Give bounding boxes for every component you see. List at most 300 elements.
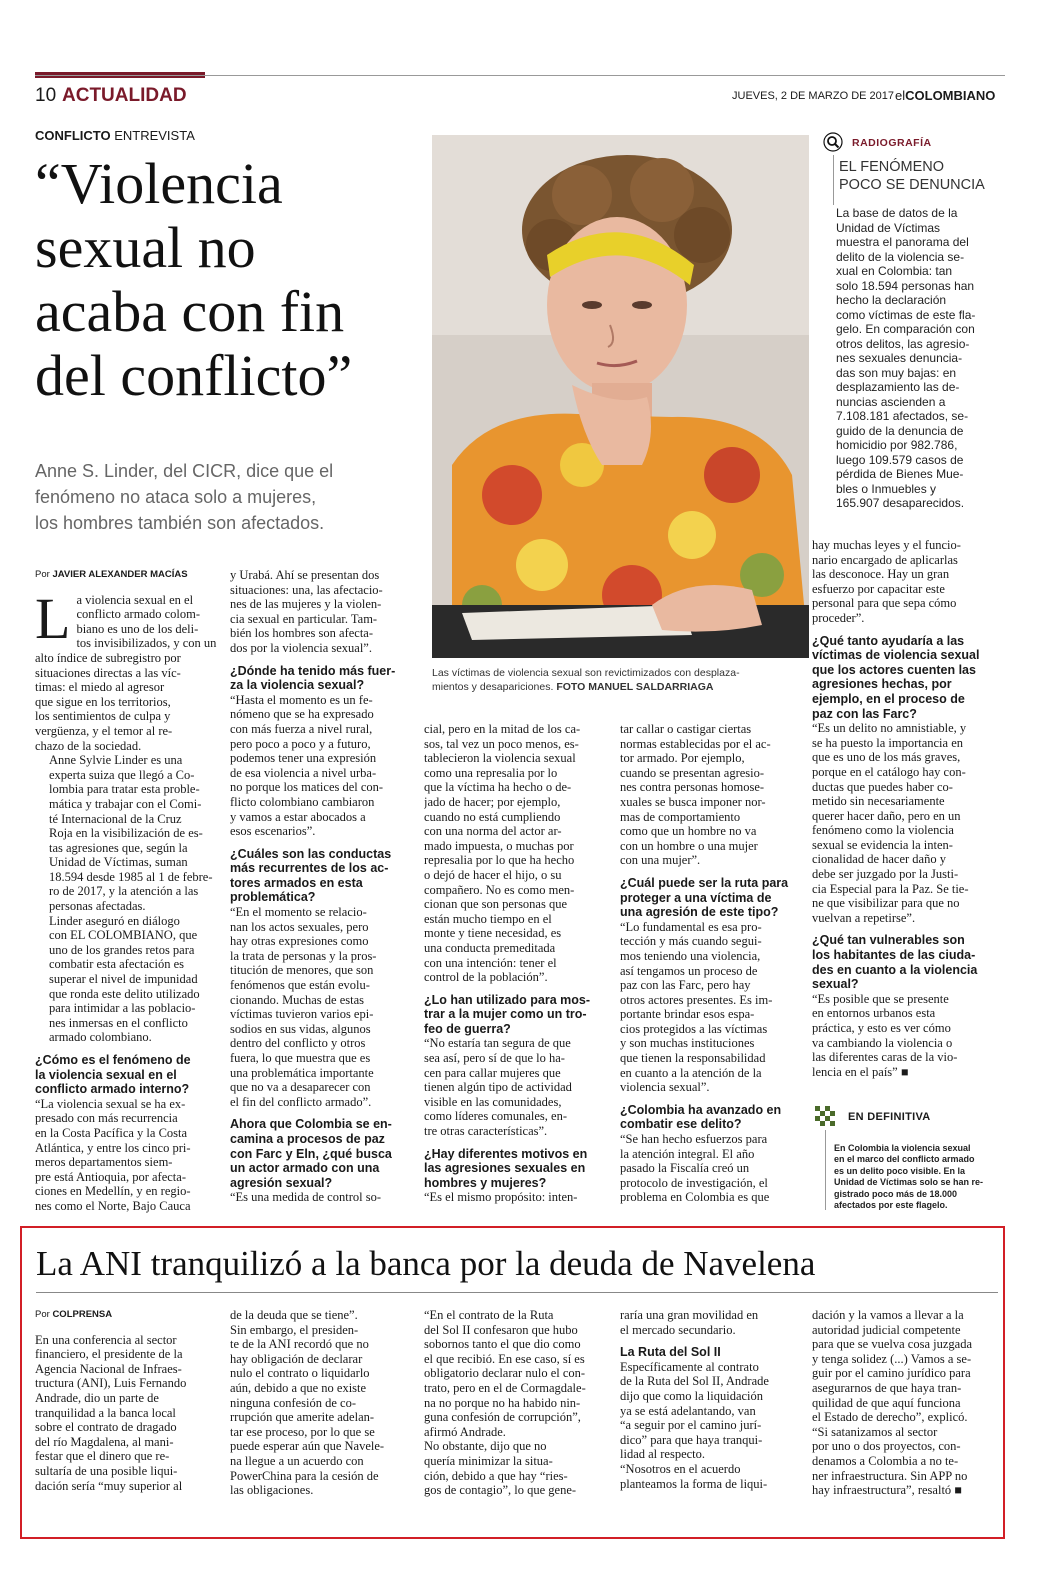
text-line: fenómeno no ataca solo a mujeres, — [35, 487, 317, 507]
text-line: dación sería “muy superior al — [35, 1478, 183, 1493]
text-line: en el marco del conflicto armado — [834, 1154, 975, 1165]
text-line: va cambiando la violencia o — [812, 1035, 953, 1050]
text-line: dijo que como la liquidación — [620, 1388, 764, 1403]
text-line: así tengamos un proceso de — [620, 963, 758, 978]
text-line: nes como el Norte, Bajo Cauca — [35, 1198, 191, 1213]
text-line: puede esperar aún que Navele- — [230, 1439, 385, 1454]
section-name: ACTUALIDAD — [62, 85, 187, 106]
article-column-1 — [35, 568, 217, 1214]
paragraph — [35, 914, 217, 1045]
text-line: Unidad de Víctimas, suman — [49, 855, 188, 870]
text-line: personal para que sepa cómo — [812, 596, 957, 611]
text-line: superar el nivel de impunidad — [49, 972, 198, 987]
text-line: gistrado poco más de 18.000 — [834, 1188, 958, 1199]
text-line: tor armado. Por ejemplo, — [620, 751, 745, 766]
text-line: hecho la declaración — [836, 293, 947, 307]
interview-question — [812, 933, 997, 991]
text-line: se ha puesto la importancia en — [812, 735, 963, 750]
text-line: tores armados en esta — [230, 875, 363, 890]
interview-question — [230, 847, 410, 905]
text-line: lidad al respecto. — [620, 1447, 706, 1462]
text-line: las desconoce. Hay un gran — [812, 567, 950, 582]
text-line: cial, pero en la mitad de los ca- — [424, 722, 581, 736]
text-line: “Es un delito no amnistiable, y — [812, 721, 967, 736]
text-line: jado de hacer; por ejemplo, — [424, 794, 561, 809]
text-line: bles o Inmuebles y — [836, 481, 937, 496]
text-line: hay otras expresiones como — [230, 934, 369, 949]
text-line: de la Ruta del Sol II, Andrade — [620, 1374, 769, 1389]
text-line: sea así, pero sí de que lo ha- — [424, 1051, 565, 1066]
secondary-paragraph — [620, 1308, 800, 1337]
text-line: el que recibió. En ese caso, sí es — [424, 1351, 585, 1366]
text-line: las diferentes caras de la vio- — [812, 1050, 958, 1065]
text-line: guido de la denuncia de — [836, 423, 964, 438]
text-line: sexual? — [812, 977, 859, 992]
text-line: Agencia Nacional de Infraes- — [35, 1361, 182, 1376]
page-number: 10 — [35, 85, 57, 106]
text-line: xual en Colombia: tan — [836, 264, 953, 278]
secondary-paragraph — [35, 1333, 217, 1494]
text-line: con un hombre o una mujer — [620, 838, 758, 853]
text-line: planteamos la forma de liqui- — [620, 1476, 768, 1491]
text-line: mas de comportamiento — [620, 809, 741, 824]
text-line: 7.108.181 afectados, se- — [836, 409, 969, 423]
text-line: y Urabá. Ahí se presentan dos — [230, 568, 380, 582]
text-line: asegurarnos de que haya tran- — [812, 1380, 962, 1395]
text-line: dos por la violencia sexual”. — [230, 640, 372, 655]
text-line: “Es una medida de control so- — [230, 1190, 381, 1205]
text-line: proceder”. — [812, 610, 865, 625]
text-line: en entornos urbanos esta — [812, 1006, 936, 1021]
secondary-paragraph — [812, 1308, 998, 1498]
text-line: Anne S. Linder, del CICR, dice que el — [35, 461, 334, 481]
interview-answer — [424, 1036, 604, 1138]
text-line: como que un hombre no va — [620, 824, 757, 839]
text-line: nulo el contrato o liquidarlo — [230, 1366, 370, 1381]
text-line: que ronda este delito utilizado — [49, 986, 200, 1001]
sidebar-title — [839, 158, 1009, 194]
text-line: na no porque no ha habido nin- — [424, 1395, 581, 1410]
interview-question — [812, 634, 997, 722]
intro-paragraph — [35, 585, 217, 754]
text-line: muestra el panorama del — [836, 235, 969, 249]
text-line: En una conferencia al sector — [35, 1332, 177, 1347]
text-line: fuera, lo que muestra que es — [230, 1051, 371, 1065]
text-line: en la Costa Pacífica y la Costa — [35, 1125, 188, 1140]
text-line: víctimas tuvieron varios epi- — [230, 1007, 374, 1022]
text-line: cionalidad de hacer daño y — [812, 852, 946, 867]
text-line: para que se vuelva cosa juzgada — [812, 1337, 972, 1352]
drop-cap: L — [35, 585, 71, 651]
text-line: armado colombiano. — [49, 1030, 152, 1045]
text-line: más recurrentes de los ac- — [230, 861, 389, 876]
text-line: cia Especial para la Paz. Se tie- — [812, 881, 969, 896]
text-line: sobornos tanto el que dio como — [424, 1337, 581, 1352]
photo-caption: Las víctimas de violencia sexual son revictimizados con desplaza- mientos y desapariciones. FOTO MANUEL SALDARRIAGA — [432, 667, 740, 693]
text-line: des en cuanto a la violencia — [812, 962, 978, 977]
text-line: con una norma del actor ar- — [424, 824, 562, 839]
text-line: una agresión de este tipo? — [620, 905, 779, 920]
summary-label: EN DEFINITIVA — [848, 1111, 931, 1123]
text-line: financiero, el presidente de la — [35, 1347, 183, 1362]
text-line: personas afectadas. — [49, 899, 146, 914]
text-line: ro de 2017, y la atención a las — [49, 884, 199, 899]
text-line: ductas que puedes haber co- — [812, 779, 953, 794]
text-line: ¿Cómo es el fenómeno de — [35, 1053, 191, 1067]
text-line: nuncias ascienden a — [836, 394, 946, 409]
checker-icon — [815, 1106, 835, 1126]
summary-rule — [825, 1130, 826, 1210]
text-line: con más fuerza a nivel rural, — [230, 721, 373, 736]
text-line: otros delitos, las agresio- — [836, 336, 970, 351]
text-line: ya se está adelantando, van — [620, 1403, 756, 1418]
text-line: tructura (ANI), Luis Fernando — [35, 1376, 187, 1391]
text-line: Unidad de Víctimas solo se han re- — [834, 1177, 984, 1188]
text-line: visible en las comunidades, — [424, 1094, 562, 1109]
text-line: “Se han hecho esfuerzos para — [620, 1132, 768, 1147]
article-headline — [35, 152, 455, 408]
text-line: nes de las mujeres y la violen- — [230, 597, 382, 612]
text-line: meros departamentos siem- — [35, 1155, 173, 1170]
text-line: las agresiones sexuales en — [424, 1161, 586, 1176]
text-line: lombia para tratar esta proble- — [49, 782, 200, 797]
text-line: “Es posible que se presente — [812, 991, 949, 1006]
text-line: víctimas de violencia sexual — [812, 648, 980, 663]
text-line: conflicto armado colom- — [76, 607, 201, 622]
interview-question — [620, 876, 800, 920]
text-line: con una intención: tener el — [424, 955, 557, 970]
text-line: ninguna confesión de co- — [230, 1395, 357, 1410]
article-column-5 — [812, 538, 997, 1079]
text-line: que sigue en los territorios, — [35, 694, 171, 709]
summary-body — [834, 1143, 1004, 1211]
text-line: “a seguir por el camino jurí- — [620, 1418, 762, 1433]
text-line: del río Magdalena, al mani- — [35, 1434, 174, 1449]
text-line: que la víctima ha hecho o de- — [424, 780, 572, 795]
interview-question — [424, 993, 604, 1037]
text-line: ción, debido a que hay “ries- — [424, 1468, 568, 1483]
text-line: compañero. No es como men- — [424, 882, 575, 897]
text-line: una problemática importante — [230, 1065, 374, 1080]
byline: Por JAVIER ALEXANDER MACÍAS — [35, 569, 188, 580]
text-line: biano es uno de los deli- — [76, 621, 199, 636]
text-line: tas agresiones que, según la — [49, 840, 188, 855]
text-line: dación y la vamos a llevar a la — [812, 1308, 964, 1322]
text-line: la trata de personas y la pros- — [230, 948, 377, 963]
text-line: Sin embargo, el presiden- — [230, 1322, 359, 1337]
text-line: los hombres también son afectados. — [35, 513, 325, 533]
text-line: ¿Hay diferentes motivos en — [424, 1146, 588, 1161]
text-line: otros actores presentes. Es im- — [620, 992, 773, 1007]
secondary-paragraph — [230, 1308, 410, 1498]
issue-date: JUEVES, 2 DE MARZO DE 2017 — [732, 90, 894, 102]
text-line: los sentimientos de culpa y — [35, 709, 171, 724]
text-line: quilidad de que aquí funciona — [812, 1395, 961, 1410]
text-line: presado con más recurrencia — [35, 1111, 178, 1126]
text-line: combatir esta afectación es — [49, 957, 184, 972]
text-line: gos de contagio”, lo que gene- — [424, 1483, 577, 1498]
text-line: na llegue a un acuerdo con — [230, 1453, 364, 1468]
interview-answer — [812, 538, 997, 626]
text-line: proteger a una víctima de — [620, 890, 772, 905]
text-line: nes sexuales denuncia- — [836, 351, 963, 365]
text-line: aún, debido a que no existe — [230, 1380, 367, 1395]
text-line: mos teniendo una violencia, — [620, 948, 761, 963]
text-line: ne que visibilizar para que no — [812, 896, 960, 911]
text-line: POCO SE DENUNCIA — [839, 177, 985, 193]
text-line: violencia sexual”. — [620, 1080, 710, 1095]
text-line: agresiones hechas, por — [812, 677, 952, 692]
interview-answer — [230, 905, 410, 1109]
text-line: trato, pero en el de Cormagdale- — [424, 1380, 586, 1395]
text-line: PowerChina para la cesión de — [230, 1468, 379, 1483]
text-line: querer hacer daño, pero en un — [812, 808, 961, 823]
text-line: cionando. Muchas de estas — [230, 992, 364, 1007]
text-line: metido sin necesariamente — [812, 794, 945, 809]
text-line: la atención integral. El año — [620, 1146, 755, 1161]
text-line: combatir ese delito? — [620, 1117, 742, 1132]
text-line: “Lo fundamental es esa pro- — [620, 919, 762, 934]
secondary-headline: La ANI tranquilizó a la banca por la deuda de Navelena — [36, 1244, 816, 1283]
article-column-3 — [424, 722, 604, 1205]
header-rule — [35, 75, 1005, 76]
text-line: ¿Colombia ha avanzado en — [620, 1102, 782, 1117]
text-line: los habitantes de las ciuda- — [812, 948, 976, 963]
text-line: con una mujer”. — [620, 853, 701, 868]
text-line: obligatorio declarar nulo el con- — [424, 1366, 586, 1381]
text-line: tar ese proceso, por lo que se — [230, 1424, 375, 1439]
text-line: ejemplo, en el proceso de — [812, 691, 965, 706]
text-line: Ahora que Colombia se en- — [230, 1117, 392, 1132]
interview-answer — [812, 721, 997, 925]
text-line: “Es el mismo propósito: inten- — [424, 1190, 578, 1205]
text-line: a violencia sexual en el — [76, 592, 194, 607]
text-line: delito de la violencia se- — [836, 249, 965, 264]
text-line: solo 18.594 personas han — [836, 278, 975, 293]
text-line: con Farc y Eln, ¿qué busca — [230, 1146, 392, 1161]
text-line: EL FENÓMENO — [839, 159, 945, 175]
text-line: una conducta premeditada — [424, 940, 556, 955]
article-column-4 — [620, 722, 800, 1205]
text-line: agresión sexual? — [230, 1175, 333, 1190]
text-line: y son muchas instituciones — [620, 1036, 755, 1051]
interview-answer — [230, 1190, 410, 1205]
text-line: tos invisibilizados, y con un — [76, 636, 217, 651]
text-line: no porque los matices del con- — [230, 780, 384, 795]
text-line: están mucho tiempo en el — [424, 911, 552, 926]
text-line: problemática? — [230, 890, 316, 905]
text-line: nes contra personas homose- — [620, 780, 765, 795]
text-line: esfuerzo por capacitar este — [812, 581, 945, 596]
text-line: paz con las Farc? — [812, 706, 917, 721]
text-line: el fin del conflicto armado”. — [230, 1094, 372, 1109]
text-line: como una represalia por lo — [424, 765, 558, 780]
text-line: hay obligación de declarar — [230, 1351, 363, 1366]
text-line: ¿Lo han utilizado para mos- — [424, 992, 590, 1007]
text-line: pérdida de Bienes Mue- — [836, 467, 964, 481]
interview-answer — [620, 1132, 800, 1205]
text-line: que no va a desaparecer con — [230, 1080, 371, 1095]
text-line: ¿Cuál puede ser la ruta para — [620, 875, 789, 890]
text-line: pasado la Fiscalía creó un — [620, 1161, 750, 1176]
portrait-photo — [432, 135, 809, 658]
text-line: es un delito poco visible. En la — [834, 1165, 966, 1176]
text-line: das son muy bajas: en — [836, 365, 957, 380]
text-line: pre está Antioquia, por afecta- — [35, 1169, 186, 1184]
text-line: ¿Qué tan vulnerables son — [812, 933, 965, 948]
text-line: tección y más cuando segui- — [620, 934, 762, 949]
text-line: fenómeno como la violencia — [812, 823, 954, 838]
text-line: té Internacional de la Cruz — [49, 811, 182, 826]
text-line: “La violencia sexual se ha ex- — [35, 1096, 186, 1111]
text-line: gelo. En comparación con — [836, 322, 975, 336]
paragraph — [35, 753, 217, 914]
interview-answer — [812, 992, 997, 1080]
article-kicker: CONFLICTO ENTREVISTA — [35, 128, 195, 143]
text-line: sobre el contrato de dragado — [35, 1420, 177, 1435]
text-line: afirmó Andrade. — [424, 1424, 506, 1439]
text-line: cuando se presentan agresio- — [620, 765, 765, 780]
text-line: y tenga solidez (...) Vamos a se- — [812, 1351, 972, 1366]
text-line: “Si satanizamos al sector — [812, 1424, 938, 1439]
text-line: En Colombia la violencia sexual — [834, 1143, 971, 1153]
interview-answer — [424, 1190, 604, 1205]
text-line: Anne Sylvie Linder es una — [49, 753, 183, 768]
text-line: tablecieron la violencia sexual — [424, 751, 576, 766]
newspaper-brand: elCOLOMBIANO — [895, 88, 996, 103]
text-line: homicidio por 982.786, — [836, 438, 958, 452]
text-line: para intimidar a las poblacio- — [49, 1001, 196, 1016]
text-line: desplazamiento las de- — [836, 380, 960, 394]
text-line: za la violencia sexual? — [230, 678, 365, 693]
text-line: del conflicto” — [35, 343, 353, 408]
interview-answer — [620, 920, 800, 1095]
text-line: nan los actos sexuales, pero — [230, 919, 369, 934]
text-line: problema en Colombia es que — [620, 1190, 770, 1205]
text-line: Linder aseguró en diálogo — [49, 913, 180, 928]
text-line: No obstante, dijo que no — [424, 1439, 547, 1454]
text-line: sos, tal vez un poco menos, es- — [424, 736, 579, 751]
text-line: Roja en la visibilización de es- — [49, 826, 203, 841]
text-line: sexual se evidencia la inten- — [812, 837, 953, 852]
portrait-illustration — [432, 135, 809, 658]
interview-question — [230, 664, 410, 693]
secondary-column-5 — [812, 1308, 998, 1498]
text-line: denamos a Colombia a no te- — [812, 1453, 959, 1468]
text-line: un actor armado con una — [230, 1161, 380, 1176]
interview-answer — [230, 568, 410, 656]
sidebar-body — [836, 206, 1012, 511]
interview-answer — [35, 1097, 217, 1214]
text-line: La base de datos de la — [836, 206, 958, 220]
article-deck — [35, 458, 455, 536]
text-line: tar callar o castigar ciertas — [620, 722, 752, 736]
text-line: dico” para que haya tranqui- — [620, 1432, 763, 1447]
text-line: rrupción que amerite adelan- — [230, 1410, 375, 1425]
text-line: xuales se busca imponer nor- — [620, 794, 766, 809]
text-line: “En el contrato de la Ruta — [424, 1308, 554, 1322]
text-line: las obligaciones. — [230, 1483, 314, 1498]
text-line: mática y trabajar con el Comi- — [49, 796, 202, 811]
text-line: cia sexual en particular. Tam- — [230, 611, 378, 626]
text-line: “Nosotros en el acuerdo — [620, 1461, 741, 1476]
text-line: del Sol II confesaron que hubo — [424, 1322, 578, 1337]
text-line: sodios en sus vidas, algunos — [230, 1021, 371, 1036]
text-line: cionan que son personas que — [424, 897, 568, 912]
text-line: Específicamente al contrato — [620, 1359, 759, 1374]
text-line: ¿Dónde ha tenido más fuer- — [230, 663, 396, 678]
text-line: “No estaría tan segura de que — [424, 1036, 571, 1051]
text-line: guna confesión de corrupción”, — [424, 1410, 581, 1425]
secondary-column-4 — [620, 1308, 800, 1491]
secondary-byline: Por COLPRENSA — [35, 1309, 113, 1320]
text-line: monte y tiene necesidad, es — [424, 926, 562, 941]
text-line: en cuanto a la atención de la — [620, 1065, 762, 1080]
interview-question — [35, 1053, 217, 1097]
interview-question — [424, 1147, 604, 1191]
text-line: paz con las Farc, pero hay — [620, 978, 751, 993]
text-line: nes inmersas en el conflicto — [49, 1015, 188, 1030]
text-line: podemos tener una expresión — [230, 751, 377, 766]
text-line: Atlántica, y entre los cinco pri- — [35, 1140, 191, 1155]
interview-question — [230, 1117, 410, 1190]
text-line: que tienen la responsabilidad — [620, 1051, 766, 1066]
text-line: y vamos a estar abocados a — [230, 809, 366, 824]
text-line: debe ser juzgado por la Justi- — [812, 867, 959, 882]
text-line: esos escenarios”. — [230, 824, 316, 839]
text-line: que es uno de los más graves, — [812, 750, 961, 765]
text-line: “Violencia — [35, 151, 283, 216]
text-line: vuelvan a repetirse”. — [812, 910, 916, 925]
text-line: nómeno que se ha expresado — [230, 707, 374, 722]
interview-question — [620, 1103, 800, 1132]
text-line: alto índice de subregistro por — [35, 650, 181, 665]
text-line: de esa violencia a nivel urba- — [230, 765, 377, 780]
text-line: ner infraestructura. Sin APP no — [812, 1468, 968, 1483]
text-line: sultaría de una posible liqui- — [35, 1463, 178, 1478]
text-line: represalia por lo que ha hecho — [424, 853, 575, 868]
text-line: cuando no está cumpliendo — [424, 809, 561, 824]
text-line: mado impuesta, o muchas por — [424, 838, 574, 853]
sidebar-label: RADIOGRAFÍA — [852, 137, 932, 149]
secondary-paragraph — [424, 1308, 604, 1498]
text-line: fenómenos que están evolu- — [230, 978, 370, 993]
magnifier-icon — [823, 132, 843, 152]
text-line: camina a procesos de paz — [230, 1131, 385, 1146]
text-line: acaba con fin — [35, 279, 345, 344]
secondary-subhead: La Ruta del Sol II — [620, 1345, 721, 1360]
text-line: feo de guerra? — [424, 1021, 511, 1036]
text-line: experta suiza que llegó a Co- — [49, 767, 195, 782]
text-line: te de la ANI recordó que no — [230, 1337, 369, 1352]
text-line: nario encargado de aplicarlas — [812, 552, 958, 567]
text-line: con EL COLOMBIANO, que — [49, 928, 198, 943]
text-line: de la deuda que se tiene”. — [230, 1308, 358, 1322]
text-line: como líderes comunales, en- — [424, 1109, 568, 1124]
secondary-column-1 — [35, 1308, 217, 1493]
text-line: o dejó de hacer el hijo, o su — [424, 867, 562, 882]
text-line: 165.907 desaparecidos. — [836, 496, 965, 510]
text-line: la violencia sexual en el — [35, 1067, 177, 1082]
text-line: dentro del conflicto y otros — [230, 1036, 366, 1051]
text-line: cen para callar mujeres que — [424, 1065, 561, 1080]
sidebar-rule — [833, 155, 834, 205]
text-line: bién los hombres son afecta- — [230, 626, 374, 641]
text-line: hombres y mujeres? — [424, 1175, 547, 1190]
text-line: chazo de la sociedad. — [35, 738, 142, 753]
interview-answer — [620, 722, 800, 868]
secondary-column-2 — [230, 1308, 410, 1498]
